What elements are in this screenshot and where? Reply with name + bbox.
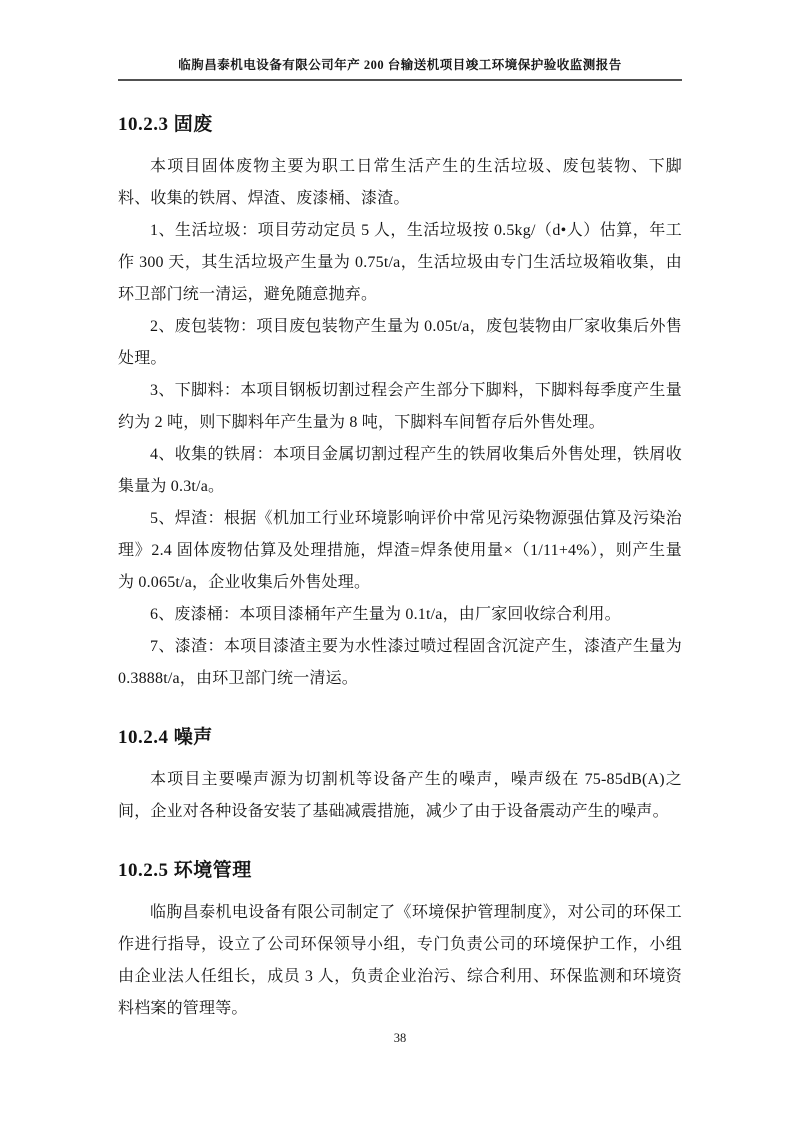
paragraph-iron-filings: 4、收集的铁屑：本项目金属切割过程产生的铁屑收集后外售处理，铁屑收集量为 0.3t/a。: [118, 446, 682, 495]
paragraph-solid-waste-intro: 本项目固体废物主要为职工日常生活产生的生活垃圾、废包装物、下脚料、收集的铁屑、焊渣、废漆桶、漆渣。: [118, 158, 682, 207]
paragraph-paint-residue: 7、漆渣：本项目漆渣主要为水性漆过喷过程固含沉淀产生，漆渣产生量为 0.3888t/a，由环卫部门统一清运。: [118, 638, 682, 687]
section-heading-solid-waste: 10.2.3 固废: [118, 114, 213, 135]
document-body: [118, 112, 682, 1025]
section-solid-waste: [118, 112, 682, 695]
page-header: [118, 56, 682, 81]
page-number: 38: [393, 1031, 407, 1045]
section-heading-env-management: 10.2.5 环境管理: [118, 860, 252, 881]
paragraph-welding-slag: 5、焊渣：根据《机加工行业环境影响评价中常见污染物源强估算及污染治理》2.4 固体废物估算及处理措施，焊渣=焊条使用量×（1/11+4%），则产生量为 0.065t/a，企业收集后外售处理。: [118, 510, 682, 591]
paragraph-env-management: 临朐昌泰机电设备有限公司制定了《环境保护管理制度》，对公司的环保工作进行指导，设立了公司环保领导小组，专门负责公司的环境保护工作，小组由企业法人任组长，成员 3 人，负责企业治污、综合利用、环保监测和环境资料档案的管理等。: [118, 904, 682, 1017]
section-noise: [118, 725, 682, 828]
section-env-management: [118, 858, 682, 1025]
paragraph-noise: 本项目主要噪声源为切割机等设备产生的噪声，噪声级在 75-85dB(A)之间，企业对各种设备安装了基础减震措施，减少了由于设备震动产生的噪声。: [118, 771, 682, 820]
header-title: 临朐昌泰机电设备有限公司年产 200 台输送机项目竣工环境保护验收监测报告: [178, 58, 622, 72]
section-heading-noise: 10.2.4 噪声: [118, 727, 213, 748]
page-footer: [0, 1031, 800, 1046]
paragraph-domestic-garbage: 1、生活垃圾：项目劳动定员 5 人，生活垃圾按 0.5kg/（d•人）估算，年工作 300 天，其生活垃圾产生量为 0.75t/a，生活垃圾由专门生活垃圾箱收集，由环卫部门统一清运，避免随意抛弃。: [118, 222, 682, 303]
paragraph-waste-paint-buckets: 6、废漆桶：本项目漆桶年产生量为 0.1t/a，由厂家回收综合利用。: [150, 606, 621, 623]
paragraph-scrap-offcuts: 3、下脚料：本项目钢板切割过程会产生部分下脚料，下脚料每季度产生量约为 2 吨，则下脚料年产生量为 8 吨，下脚料车间暂存后外售处理。: [118, 382, 682, 431]
paragraph-waste-packaging: 2、废包装物：项目废包装物产生量为 0.05t/a，废包装物由厂家收集后外售处理。: [118, 318, 682, 367]
